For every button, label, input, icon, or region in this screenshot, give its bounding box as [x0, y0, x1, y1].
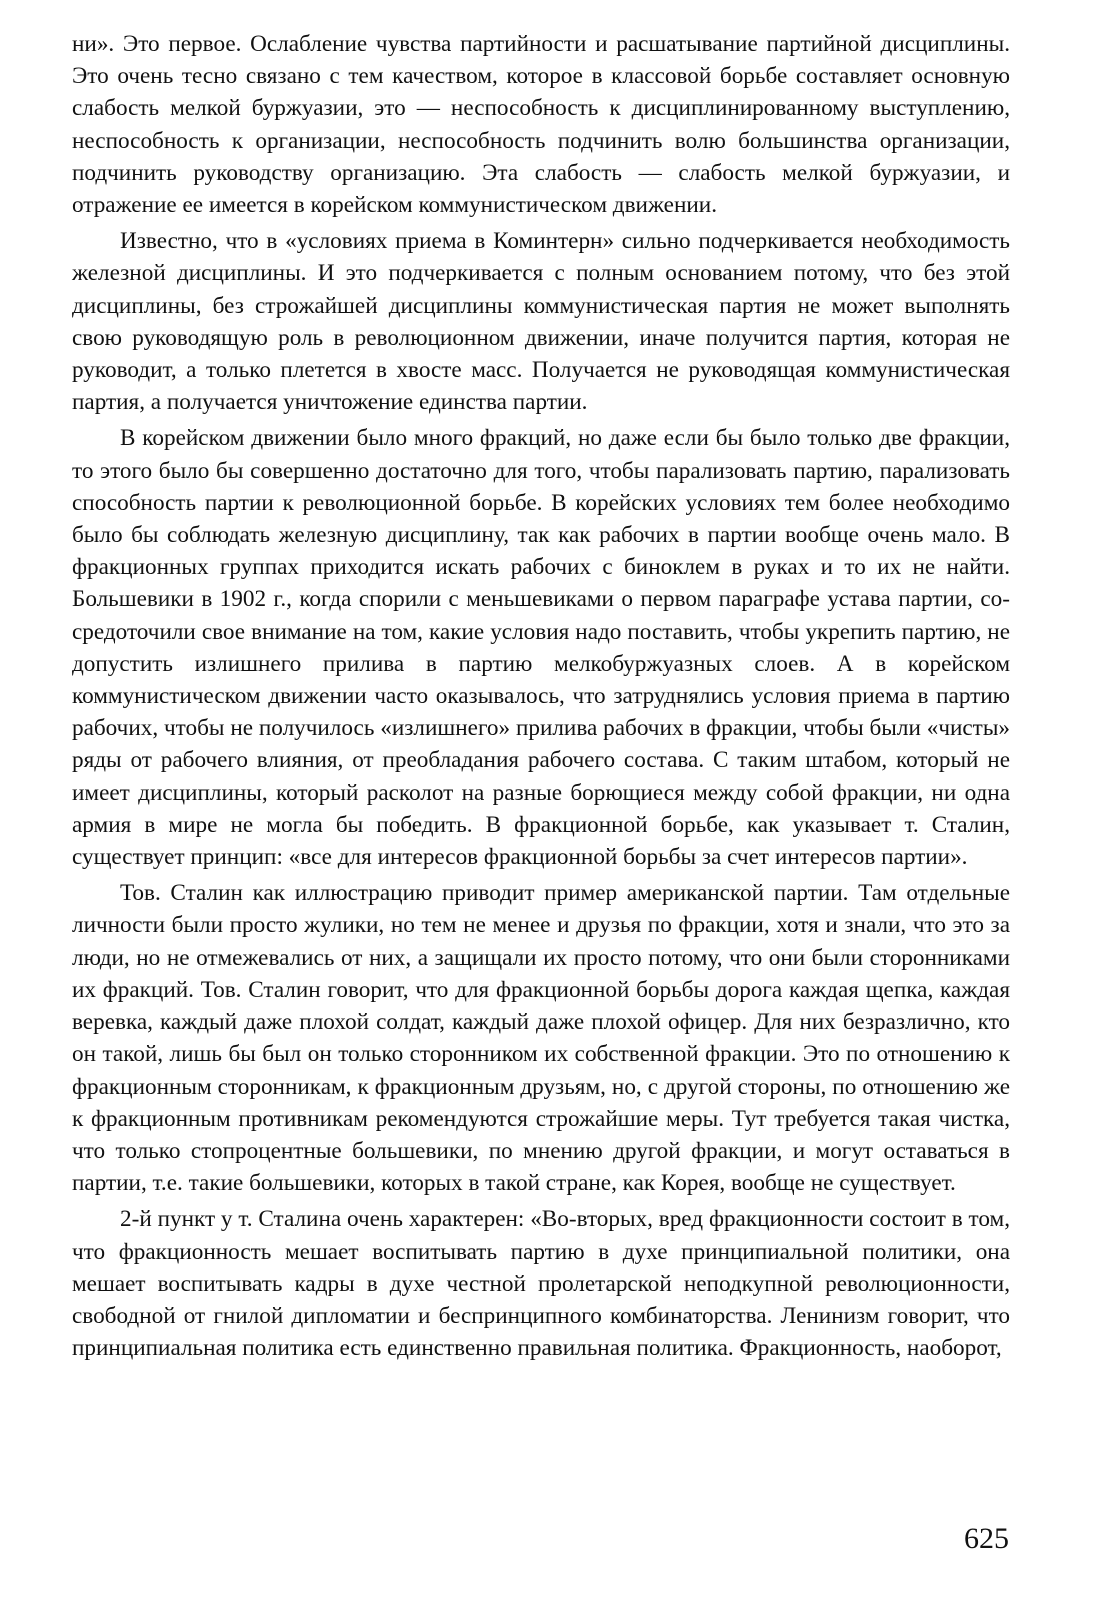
paragraph-2: Известно, что в «условиях приема в Коминтерн» сильно подчеркивается необходимость железной дисциплины. И это подчеркивается с полным основанием потому, что без этой дисциплины, без строжайшей дисциплины коммунистическая партия не может выполнять свою руководящую роль в революционном движении, иначе получится партия, которая не руководит, а только плетется в хвосте масс. Получается не руководящая коммунистическая партия, а получается уничтожение единства партии. — [72, 228, 1010, 416]
paragraph-4: Тов. Сталин как иллюстрацию приводит пример американской партии. Там отдельные личности были просто жулики, но тем не менее и друзья по фракции, хотя и знали, что это за люди, но не отмежевались от них, а защищали их просто потому, что они были сторонниками их фракций. Тов. Сталин говорит, что для фракционной борьбы дорога каждая щепка, каждая веревка, каждый даже плохой солдат, каждый даже плохой офицер. Для них безразлично, кто он такой, лишь бы был он только сторонником их собственной фракции. Это по отношению к фракционным сторонникам, к фракционным друзьям, но, с другой стороны, по отношению же к фракционным противникам рекомендуются строжайшие меры. Тут требуется такая чистка, что только стопроцентные большевики, по мнению другой фракции, и могут оставаться в партии, т.е. такие большевики, которых в такой стране, как Корея, вообще не существует. — [72, 880, 1010, 1197]
page-number: 625 — [964, 1522, 1009, 1555]
page-body — [72, 28, 1010, 1368]
paragraph-3: В корейском движении было много фракций, но даже если бы было только две фракции, то этого было бы совершенно достаточно для того, чтобы парализовать партию, парализовать способность партии к революционной борьбе. В корейских условиях тем более необходимо было бы соблюдать железную дисциплину, так как рабочих в партии вообще очень мало. В фракционных группах приходится искать рабочих с биноклем в руках и то их не найти. Большевики в 1902 г., когда спорили с меньшевиками о первом параграфе устава партии, сосредоточили свое внимание на том, какие условия надо поставить, чтобы укрепить партию, не допустить излишнего прилива в партию мелкобуржуазных слоев. А в корейском коммунистическом движении часто оказывалось, что затруднялись условия приема в партию рабочих, чтобы не получилось «излишнего» прилива рабочих в фракции, чтобы были «чисты» ряды от рабочего влияния, от преобладания рабочего состава. С таким штабом, который не имеет дисциплины, который расколот на разные борющиеся между собой фракции, ни одна армия в мире не могла бы победить. В фракционной борьбе, как указывает т. Сталин, существует принцип: «все для интересов фракционной борьбы за счет интересов партии». — [72, 425, 1010, 871]
paragraph-1: ни». Это первое. Ослабление чувства партийности и расшатывание партийной дисциплины. Это очень тесно связано с тем качеством, которое в классовой борьбе составляет основную слабость мелкой буржуазии, это — неспособность к дисциплинированному выступлению, неспособность к организации, неспособность подчинить волю большинства организации, подчинить руководству организацию. Эта слабость — слабость мелкой буржуазии, и отражение ее имеется в корейском коммунистическом движении. — [72, 31, 1010, 219]
paragraph-5: 2-й пункт у т. Сталина очень характерен: «Во-вторых, вред фракционности состоит в том, что фракционность мешает воспитывать партию в духе принципиальной политики, она мешает воспитывать кадры в духе честной пролетарской неподкупной революционности, свободной от гнилой дипломатии и беспринципного комбинаторства. Ленинизм говорит, что принципиальная политика есть единственно правильная политика. Фракционность, наоборот, — [72, 1206, 1010, 1362]
